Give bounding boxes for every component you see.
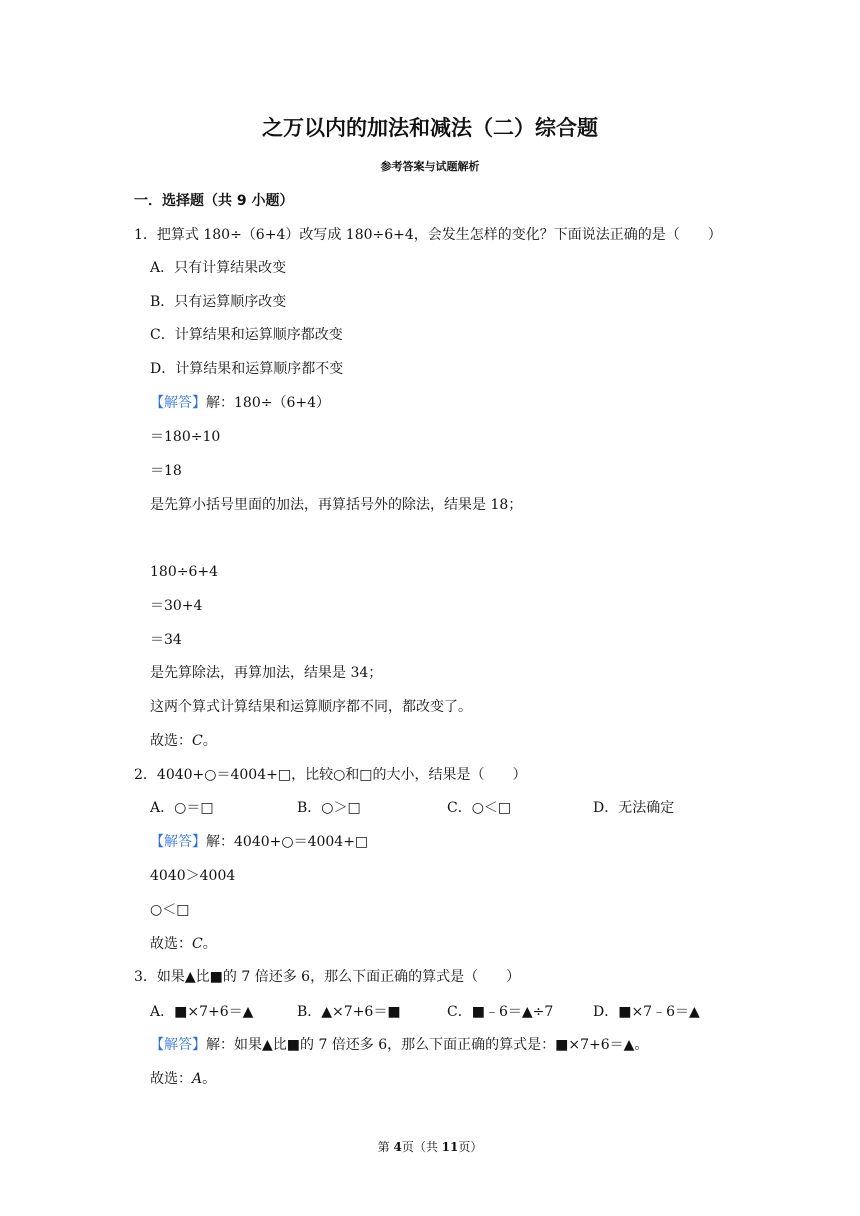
current-page-number: 4 [393, 1140, 402, 1154]
solution-line: ＝18 [150, 463, 182, 479]
solution-line: 180÷6+4 [150, 564, 218, 580]
option-d: D．计算结果和运算顺序都不变 [150, 361, 344, 377]
page-title: 之万以内的加法和减法（二）综合题 [262, 116, 598, 140]
solution-line: 4040＞4004 [150, 868, 236, 884]
answer-line: 故选：A。 [150, 1071, 217, 1087]
solution-line: ○＜□ [150, 902, 190, 918]
solution-line: ＝180÷10 [150, 429, 221, 445]
solution-line: ＝34 [150, 632, 182, 648]
solution-line: 是先算除法，再算加法，结果是 34； [150, 665, 383, 681]
question-stem: 1．把算式 180÷（6+4）改写成 180÷6+4，会发生怎样的变化？下面说法正确的是（ ） [134, 227, 722, 243]
option-a: A．■×7+6＝▲ [150, 1004, 254, 1020]
solution-first-line: 【解答】解：如果▲比■的 7 倍还多 6，那么下面正确的算式是：■×7+6＝▲。 [150, 1037, 649, 1053]
option-c: C．计算结果和运算顺序都改变 [150, 327, 343, 343]
option-c: C．■﹣6＝▲÷7 [447, 1004, 554, 1020]
answer-letter: C [192, 733, 203, 749]
section-heading: 一．选择题（共 9 小题） [134, 193, 294, 209]
answer-letter: C [192, 936, 203, 952]
solution-line: 这两个算式计算结果和运算顺序都不同，都改变了。 [150, 699, 472, 715]
solution-first-line: 【解答】解：4040+○＝4004+□ [150, 834, 369, 850]
option-c: C．○＜□ [447, 800, 512, 816]
solution-tag: 【解答】 [150, 395, 206, 411]
answer-line: 故选：C。 [150, 936, 217, 952]
solution-tag: 【解答】 [150, 1037, 206, 1053]
option-b: B．○＞□ [297, 800, 361, 816]
page-subtitle: 参考答案与试题解析 [380, 160, 480, 173]
option-d: D．■×7﹣6＝▲ [593, 1004, 700, 1020]
answer-letter: A [192, 1071, 203, 1087]
question-stem: 2．4040+○＝4004+□，比较○和□的大小，结果是（ ） [134, 767, 527, 783]
option-d: D．无法确定 [593, 800, 675, 816]
solution-first-line: 【解答】解：180÷（6+4） [150, 395, 330, 411]
question-stem: 3．如果▲比■的 7 倍还多 6，那么下面正确的算式是（ ） [134, 969, 521, 985]
solution-tag: 【解答】 [150, 834, 206, 850]
option-a: A．只有计算结果改变 [150, 260, 287, 276]
option-b: B．只有运算顺序改变 [150, 294, 287, 310]
option-b: B．▲×7+6＝■ [297, 1004, 401, 1020]
solution-line: 是先算小括号里面的加法，再算括号外的除法，结果是 18； [150, 497, 523, 513]
answer-line: 故选：C。 [150, 733, 217, 749]
page-footer: 第 4页（共 11页） [377, 1140, 483, 1154]
option-a: A．○＝□ [150, 800, 214, 816]
total-pages: 11 [441, 1140, 459, 1154]
solution-line: ＝30+4 [150, 598, 203, 614]
